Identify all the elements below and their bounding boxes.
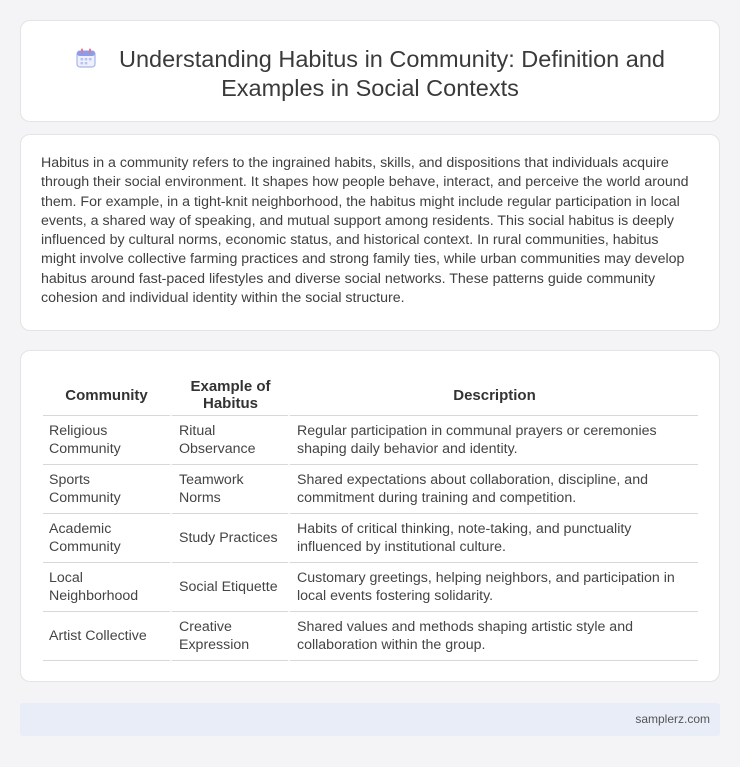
- title-card: [20, 20, 720, 122]
- table-row: [43, 416, 698, 465]
- table-card: [20, 350, 720, 682]
- cell-community: Academic Community: [43, 514, 170, 563]
- cell-description: Habits of critical thinking, note-taking, and punctuality influenced by institutional culture.: [288, 514, 698, 563]
- footer-site-link[interactable]: samplerz.com: [635, 712, 710, 726]
- table-row: [43, 563, 698, 612]
- intro-paragraph: Habitus in a community refers to the ingrained habits, skills, and dispositions that individuals acquire through their social environment. It shapes how people behave, interact, and perceive the world around them. For example, in a tight-knit neighborhood, the habitus might include regular participation in local events, a shared way of speaking, and mutual support among residents. This social habitus is deeply influenced by cultural norms, economic status, and historical context. In rural communities, habitus might involve collective farming practices and strong family ties, while urban communities may develop habitus around fast-paced lifestyles and diverse social networks. These patterns guide community cohesion and individual identity within the social structure.: [41, 155, 689, 307]
- cell-example: Creative Expression: [170, 612, 288, 661]
- cell-example: Social Etiquette: [170, 563, 288, 612]
- cell-example: Study Practices: [170, 514, 288, 563]
- calendar-icon: [75, 47, 97, 69]
- table-header-row: [43, 375, 698, 416]
- header-description: Description: [288, 375, 698, 416]
- cell-community: Religious Community: [43, 416, 170, 465]
- table-row: [43, 465, 698, 514]
- cell-description: Shared expectations about collaboration, discipline, and commitment during training and competition.: [288, 465, 698, 514]
- header-example: Example of Habitus: [170, 375, 288, 416]
- cell-description: Customary greetings, helping neighbors, and participation in local events fostering solidarity.: [288, 563, 698, 612]
- cell-description: Regular participation in communal prayers or ceremonies shaping daily behavior and identity.: [288, 416, 698, 465]
- cell-community: Artist Collective: [43, 612, 170, 661]
- cell-description: Shared values and methods shaping artistic style and collaboration within the group.: [288, 612, 698, 661]
- page-title-wrap: [21, 45, 719, 103]
- habitus-table: [43, 375, 698, 661]
- page-title: Understanding Habitus in Community: Definition and Examples in Social Contexts: [118, 46, 665, 101]
- intro-card: [20, 134, 720, 331]
- table-row: [43, 612, 698, 661]
- footer-bar: [20, 703, 720, 736]
- cell-example: Teamwork Norms: [170, 465, 288, 514]
- table-row: [43, 514, 698, 563]
- cell-community: Sports Community: [43, 465, 170, 514]
- header-community: Community: [43, 375, 170, 416]
- cell-community: Local Neighborhood: [43, 563, 170, 612]
- cell-example: Ritual Observance: [170, 416, 288, 465]
